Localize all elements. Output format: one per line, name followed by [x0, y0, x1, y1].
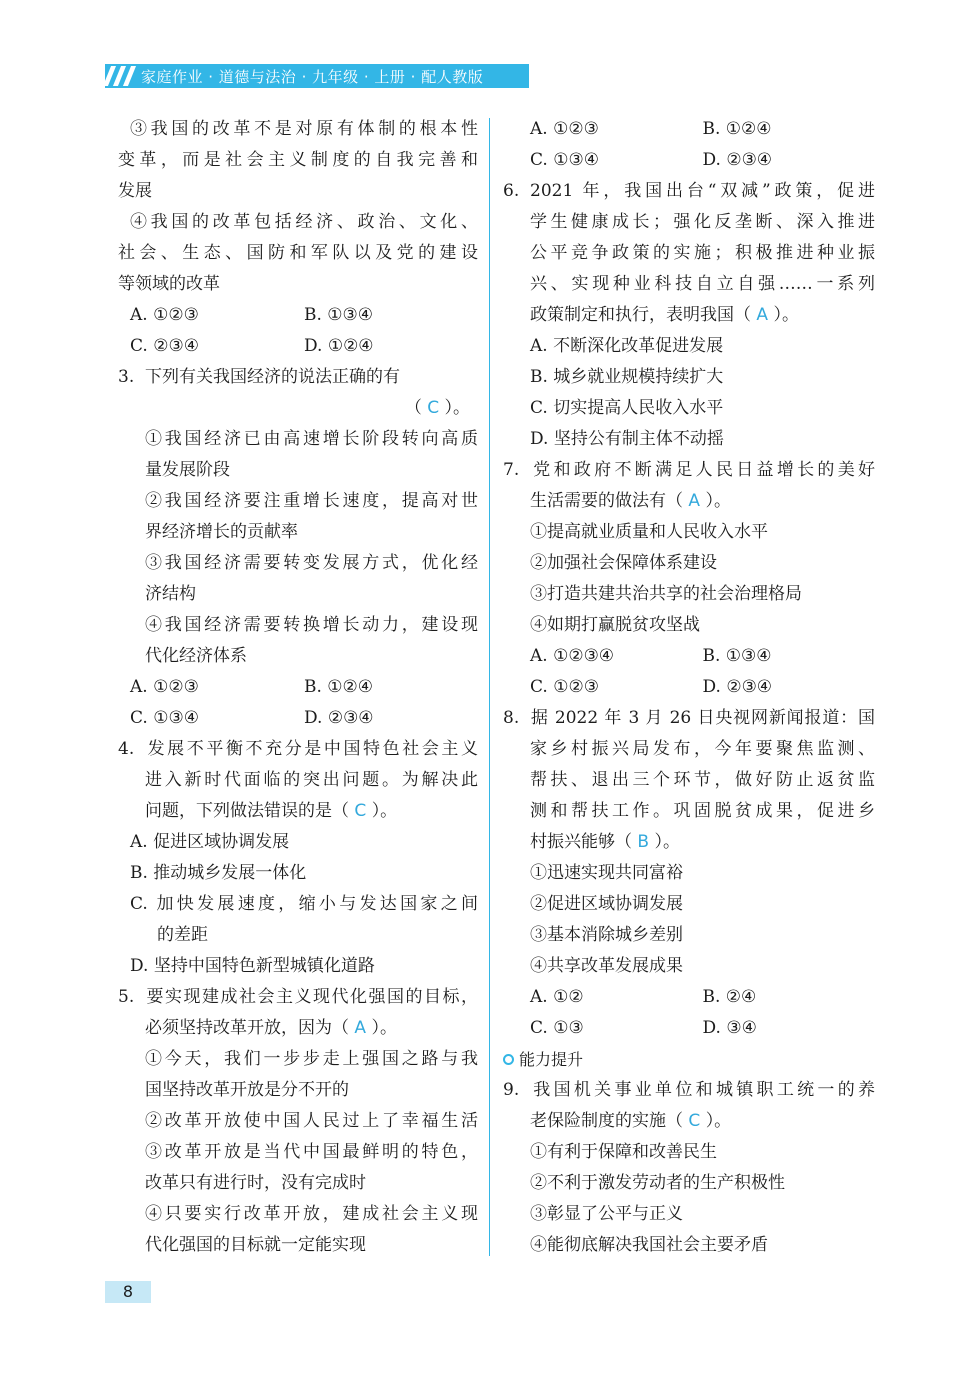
- q3-item-1-line-1: ①我国经济已由高速增长阶段转向高质: [145, 429, 478, 449]
- q3-stem: 3. 下列有关我国经济的说法正确的有: [118, 362, 478, 393]
- q8-item-4: ④共享改革发展成果: [530, 956, 683, 976]
- header-title: 家庭作业 · 道德与法治 · 九年级 · 上册 · 配人教版: [141, 67, 484, 86]
- q8-option-b: B. ②④: [702, 987, 757, 1007]
- q8-stem-line-3: 帮扶、退出三个环节，做好防止返贫监: [530, 770, 875, 790]
- q9-item-1: ①有利于保障和改善民生: [530, 1142, 717, 1162]
- q5-item-1-line-2: 国坚持改革开放是分不开的: [145, 1080, 349, 1100]
- q7-option-d: D. ②③④: [702, 677, 773, 697]
- q7-options-row-1: [503, 641, 875, 672]
- q3-item-1-line-2: 量发展阶段: [145, 460, 230, 480]
- q2-option-a: A. ①②③: [130, 305, 199, 325]
- q3-item-3-line-2: 济结构: [145, 584, 196, 604]
- q8-stem-line-5: 村振兴能够（ B ）。: [530, 832, 680, 852]
- left-column: [118, 114, 478, 1261]
- q9-item-2: ②不利于激发劳动者的生产积极性: [530, 1173, 785, 1193]
- q2-options-row-2: [118, 331, 478, 362]
- q5-option-c: C. ①③④: [530, 150, 599, 170]
- q5-stem-line-2: 必须坚持改革开放，因为（ A ）。: [145, 1018, 397, 1038]
- header-slash-decoration: [107, 66, 137, 86]
- q4-answer: C: [354, 801, 367, 821]
- q2-option-c: C. ②③④: [130, 336, 199, 356]
- q9-number: 9.: [503, 1080, 520, 1100]
- section-title: 能力提升: [519, 1050, 584, 1069]
- q9-stem-line-1: 9. 我国机关事业单位和城镇职工统一的养: [503, 1075, 875, 1106]
- q3-options-row-1: [118, 672, 478, 703]
- q7-option-b: B. ①③④: [702, 646, 772, 666]
- q3-option-a: A. ①②③: [130, 677, 199, 697]
- q2-statement-4-line-2: 社会、生态、国防和军队以及党的建设: [118, 243, 478, 263]
- q3-item-4-line-1: ④我国经济需要转换增长动力，建设现: [145, 615, 478, 635]
- q8-option-d: D. ③④: [702, 1018, 757, 1038]
- ring-icon: [503, 1054, 514, 1065]
- q5-item-4-line-2: 代化强国的目标就一定能实现: [145, 1235, 366, 1255]
- q7-item-3: ③打造共建共治共享的社会治理格局: [530, 584, 802, 604]
- q5-answer: A: [354, 1018, 367, 1038]
- q2-statement-3-line-1: ③我国的改革不是对原有体制的根本性: [130, 119, 478, 139]
- q2-statement-4-line-1: ④我国的改革包括经济、政治、文化、: [130, 212, 478, 232]
- q9-answer: C: [688, 1111, 701, 1131]
- q6-option-c: C. 切实提高人民收入水平: [530, 398, 724, 418]
- q7-answer: A: [688, 491, 701, 511]
- q8-option-a: A. ①②: [530, 987, 584, 1007]
- q5-option-b: B. ①②④: [702, 119, 772, 139]
- q5-options-row-2: [503, 145, 875, 176]
- q5-option-d: D. ②③④: [702, 150, 773, 170]
- q3-answer: C: [427, 398, 440, 418]
- q4-stem-line-2: 进入新时代面临的突出问题。为解决此: [145, 770, 478, 790]
- q3-item-2-line-1: ②我国经济要注重增长速度，提高对世: [145, 491, 478, 511]
- q2-option-d: D. ①②④: [304, 336, 374, 356]
- q3-item-4-line-2: 代化经济体系: [145, 646, 247, 666]
- q5-stem-line-1: 5. 要实现建成社会主义现代化强国的目标，: [118, 982, 478, 1013]
- q8-stem-line-2: 家乡村振兴局发布，今年要聚焦监测、: [530, 739, 875, 759]
- q2-option-b: B. ①③④: [304, 305, 374, 325]
- q2-options-row-1: [118, 300, 478, 331]
- q5-number: 5.: [118, 987, 135, 1007]
- q9-item-3: ③彰显了公平与正义: [530, 1204, 683, 1224]
- right-column: [503, 114, 875, 1261]
- q7-option-c: C. ①②③: [530, 677, 599, 697]
- page-header: [105, 64, 529, 88]
- q7-option-a: A. ①②③④: [530, 646, 615, 666]
- q8-item-2: ②促进区域协调发展: [530, 894, 683, 914]
- q5-item-3-line-2: 改革只有进行时，没有完成时: [145, 1173, 366, 1193]
- q4-option-c-line-1: C. 加快发展速度，缩小与发达国家之间: [130, 894, 478, 914]
- q6-number: 6.: [503, 181, 520, 201]
- q6-answer: A: [756, 305, 769, 325]
- section-heading: [503, 1044, 875, 1075]
- column-divider: [489, 118, 490, 1256]
- q4-option-d: D. 坚持中国特色新型城镇化道路: [130, 956, 375, 976]
- q3-number: 3.: [118, 367, 135, 387]
- q6-stem-line-2: 学生健康成长；强化反垄断、深入推进: [530, 212, 875, 232]
- q8-number: 8.: [503, 708, 520, 728]
- q4-option-b: B. 推动城乡发展一体化: [130, 863, 307, 883]
- q6-stem-line-4: 兴、实现种业科技自立自强……一系列: [530, 274, 875, 294]
- q5-options-row-1: [503, 114, 875, 145]
- q3-option-c: C. ①③④: [130, 708, 199, 728]
- q9-stem-line-2: 老保险制度的实施（ C ）。: [530, 1111, 732, 1131]
- q2-statement-3-line-2: 变革，而是社会主义制度的自我完善和: [118, 150, 478, 170]
- q9-item-4: ④能彻底解决我国社会主要矛盾: [530, 1235, 768, 1255]
- q3-answer-paren: （ C ）。: [404, 398, 470, 418]
- q3-item-2-line-2: 界经济增长的贡献率: [145, 522, 298, 542]
- q7-number: 7.: [503, 460, 520, 480]
- q3-option-b: B. ①②④: [304, 677, 374, 697]
- q3-options-row-2: [118, 703, 478, 734]
- q7-item-2: ②加强社会保障体系建设: [530, 553, 717, 573]
- q4-option-c-line-2: 的差距: [157, 925, 208, 945]
- q8-option-c: C. ①③: [530, 1018, 584, 1038]
- q6-stem-line-3: 公平竞争政策的实施；积极推进种业振: [530, 243, 875, 263]
- q8-item-3: ③基本消除城乡差别: [530, 925, 683, 945]
- q7-stem-line-2: 生活需要的做法有（ A ）。: [530, 491, 731, 511]
- page-number: 8: [105, 1281, 151, 1303]
- q6-stem-line-5: 政策制定和执行，表明我国（ A ）。: [530, 305, 799, 325]
- q8-options-row-1: [503, 982, 875, 1013]
- q4-stem-line-1: 4. 发展不平衡不充分是中国特色社会主义: [118, 734, 478, 765]
- q3-option-d: D. ②③④: [304, 708, 374, 728]
- q5-item-1-line-1: ①今天，我们一步步走上强国之路与我: [145, 1049, 478, 1069]
- q8-answer: B: [637, 832, 650, 852]
- q3-item-3-line-1: ③我国经济需要转变发展方式，优化经: [145, 553, 478, 573]
- q2-statement-4-line-3: 等领域的改革: [118, 274, 220, 294]
- q6-option-a: A. 不断深化改革促进发展: [530, 336, 724, 356]
- q2-statement-3-line-3: 发展: [118, 181, 152, 201]
- q4-stem-line-3: 问题，下列做法错误的是（ C ）。: [145, 801, 398, 821]
- q7-stem-line-1: 7. 党和政府不断满足人民日益增长的美好: [503, 455, 875, 486]
- q6-option-d: D. 坚持公有制主体不动摇: [530, 429, 724, 449]
- q7-item-4: ④如期打赢脱贫攻坚战: [530, 615, 700, 635]
- q5-item-3-line-1: ③改革开放是当代中国最鲜明的特色，: [145, 1142, 478, 1162]
- q4-option-a: A. 促进区域协调发展: [130, 832, 290, 852]
- q5-option-a: A. ①②③: [530, 119, 599, 139]
- q6-option-b: B. 城乡就业规模持续扩大: [530, 367, 724, 387]
- q4-number: 4.: [118, 739, 135, 759]
- q7-item-1: ①提高就业质量和人民收入水平: [530, 522, 768, 542]
- q5-item-2: ②改革开放使中国人民过上了幸福生活: [145, 1111, 478, 1131]
- q5-item-4-line-1: ④只要实行改革开放，建成社会主义现: [145, 1204, 478, 1224]
- q6-stem-line-1: 6. 2021 年，我国出台“双减”政策，促进: [503, 176, 875, 207]
- q8-options-row-2: [503, 1013, 875, 1044]
- q8-item-1: ①迅速实现共同富裕: [530, 863, 683, 883]
- q7-options-row-2: [503, 672, 875, 703]
- q8-stem-line-4: 测和帮扶工作。巩固脱贫成果，促进乡: [530, 801, 875, 821]
- q8-stem-line-1: 8. 据 2022 年 3 月 26 日央视网新闻报道：国: [503, 703, 875, 734]
